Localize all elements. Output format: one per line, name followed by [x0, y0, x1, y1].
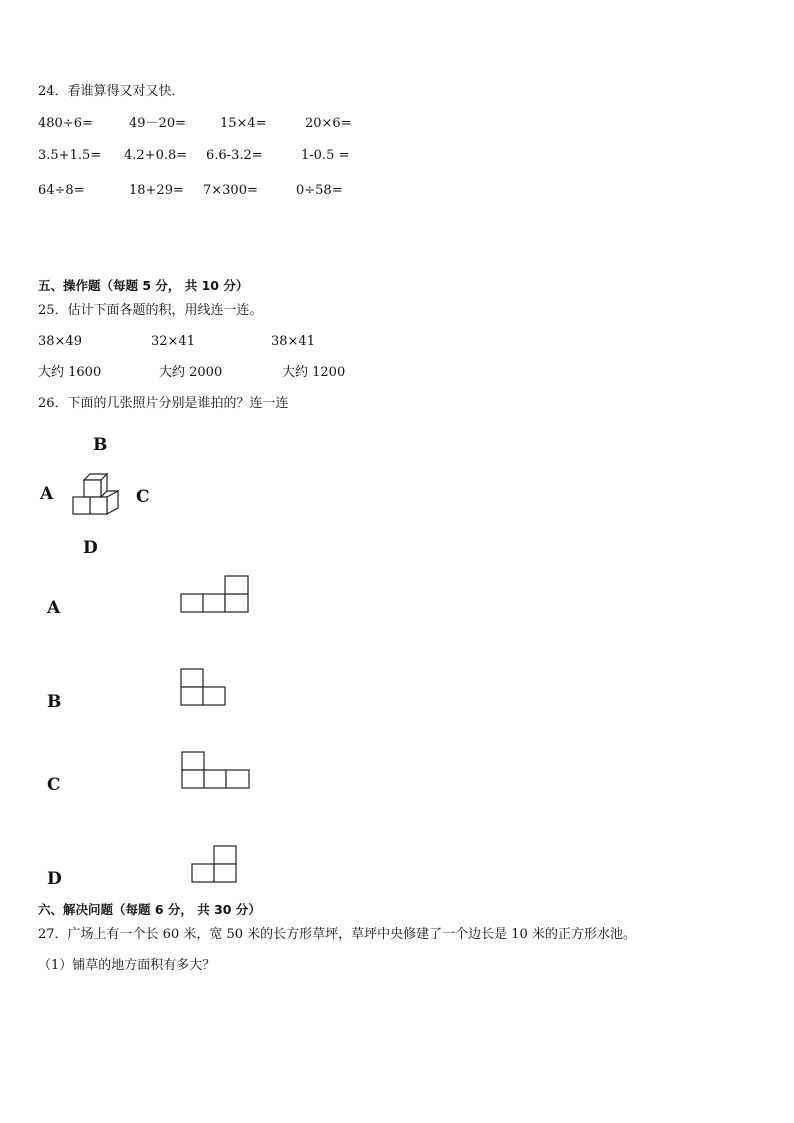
q24-item: 7×300= [203, 183, 258, 198]
view-a-shape [181, 576, 251, 614]
view-c-shape [182, 752, 252, 790]
cube-stack-figure [70, 470, 122, 524]
q25-product: 32×41 [151, 334, 195, 349]
q24-item: 49－20= [129, 116, 186, 131]
q24-item: 480÷6= [38, 116, 93, 131]
q25-title: 25．估计下面各题的积，用线连一连。 [38, 303, 263, 318]
q24-title: 24．看谁算得又对又快． [38, 84, 185, 99]
section-heading: 六、解决问题（每题 6 分， 共 30 分） [38, 902, 261, 917]
q27-sub1: （1）铺草的地方面积有多大？ [38, 958, 216, 973]
q24-item: 18+29= [129, 183, 184, 198]
q24-item: 1-0.5 = [301, 148, 350, 163]
q24-item: 3.5+1.5= [38, 148, 102, 163]
view-label-a: A [47, 598, 61, 618]
view-label-d: D [47, 869, 62, 889]
view-d-shape [192, 846, 240, 884]
q25-product: 38×41 [271, 334, 315, 349]
q25-estimate: 大约 2000 [159, 365, 223, 380]
q24-item: 0÷58= [296, 183, 343, 198]
q24-item: 20×6= [305, 116, 352, 131]
section-heading: 五、操作题（每题 5 分， 共 10 分） [38, 278, 249, 293]
q24-item: 4.2+0.8= [124, 148, 188, 163]
view-label-b: B [47, 692, 62, 712]
q24-item: 6.6-3.2= [206, 148, 263, 163]
position-label-d: D [83, 538, 98, 558]
q25-product: 38×49 [38, 334, 82, 349]
q24-item: 64÷8= [38, 183, 85, 198]
position-label-c: C [136, 487, 150, 507]
q26-title: 26．下面的几张照片分别是谁拍的？连一连 [38, 396, 289, 411]
q24-item: 15×4= [220, 116, 267, 131]
position-label-a: A [40, 484, 54, 504]
position-label-b: B [93, 435, 108, 455]
view-label-c: C [47, 775, 61, 795]
q25-estimate: 大约 1200 [282, 365, 346, 380]
view-b-shape [181, 669, 229, 707]
q27-text: 27．广场上有一个长 60 米，宽 50 米的长方形草坪，草坪中央修建了一个边长是 10 米的正方形水池。 [38, 927, 636, 942]
q25-estimate: 大约 1600 [38, 365, 102, 380]
